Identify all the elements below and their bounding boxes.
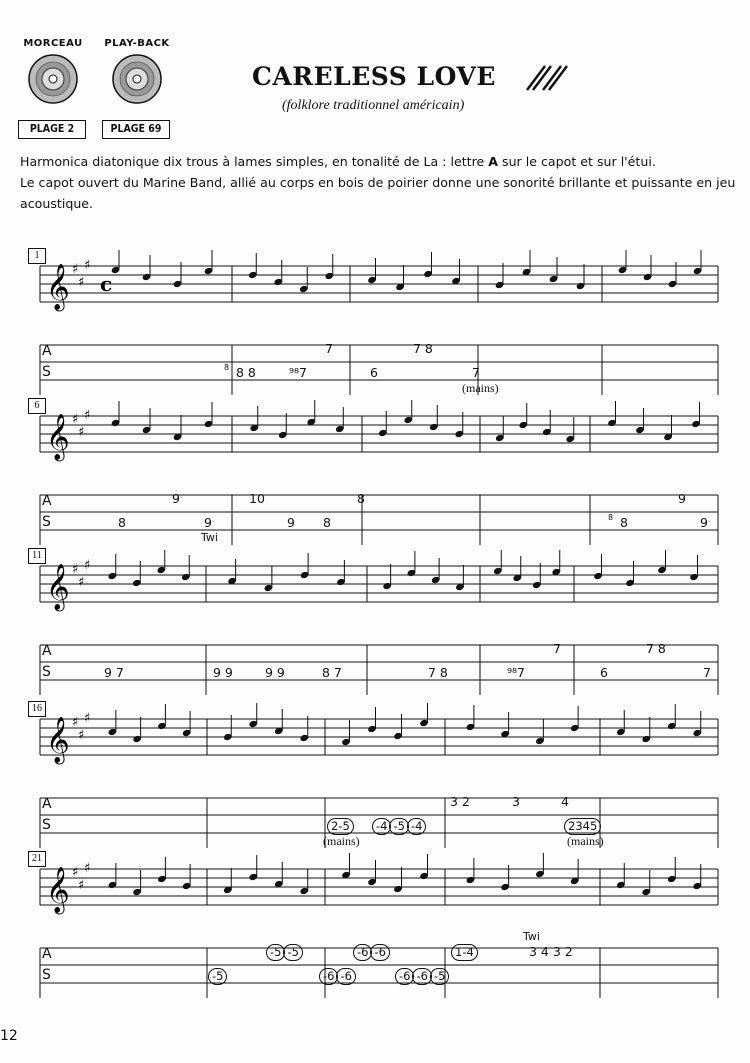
circled-hole-number: 1-4 bbox=[451, 944, 478, 961]
circled-hole-number: -6 bbox=[395, 968, 414, 985]
souffle-hole-number: 6 bbox=[370, 365, 378, 380]
souffle-hole-number: 7 bbox=[472, 365, 480, 380]
souffle-hole-number: ⁹⁸7 bbox=[289, 365, 307, 380]
double-slash-icon bbox=[523, 60, 573, 94]
souffle-hole-number: 8 8 8 bbox=[224, 363, 256, 380]
souffle-hole-number bbox=[320, 968, 355, 985]
souffle-hole-number: 8 8 bbox=[608, 513, 628, 530]
souffle-hole-number: 9 bbox=[700, 515, 708, 530]
circled-hole-number: -5 bbox=[389, 818, 408, 835]
souffle-hole-number: ⁹⁸7 bbox=[507, 665, 525, 680]
aspire-hole-number: 3 bbox=[512, 794, 520, 809]
measure-number: 1 bbox=[28, 248, 46, 264]
cd-icon bbox=[112, 54, 162, 104]
souffle-hole-number: 7 bbox=[703, 665, 711, 680]
common-time-icon: c bbox=[100, 272, 113, 296]
circled-hole-number: -5 bbox=[430, 968, 449, 985]
souffle-hole-number bbox=[328, 818, 353, 835]
morceau-badge-title: MORCEAU bbox=[23, 38, 83, 49]
sharp-icon: ♯ bbox=[84, 558, 91, 573]
playback-badge-title: PLAY-BACK bbox=[104, 38, 170, 49]
aspire-hole-number: 4 bbox=[561, 794, 569, 809]
souffle-hole-number: 9 9 bbox=[265, 665, 285, 680]
souffle-hole-number: 9 7 bbox=[104, 665, 124, 680]
music-system-11 bbox=[0, 550, 750, 695]
aspire-hole-number: 9 bbox=[678, 491, 686, 506]
circled-hole-number: 2-5 bbox=[327, 818, 354, 835]
aspire-hole-number: 3 4 3 2 bbox=[529, 944, 573, 959]
circled-hole-number: -4 bbox=[407, 818, 426, 835]
measure-number: 16 bbox=[28, 701, 46, 717]
aspire-hole-number: 10 bbox=[249, 491, 265, 506]
measure-number: 21 bbox=[28, 851, 46, 867]
circled-hole-number: -6 bbox=[336, 968, 355, 985]
intro-line-1-start: Harmonica diatonique dix trous à lames simples, en tonalité de La : lettre bbox=[20, 154, 489, 169]
souffle-hole-number bbox=[209, 968, 226, 985]
souffle-hole-number: 6 bbox=[600, 665, 608, 680]
aspire-hole-number: 7 8 bbox=[413, 341, 433, 356]
song-title: CARELESS LOVE bbox=[252, 62, 496, 91]
souffle-hole-number: 9 bbox=[204, 515, 212, 530]
staff-svg bbox=[0, 400, 750, 545]
sharp-icon: ♯ bbox=[78, 275, 85, 290]
page-number: 12 bbox=[0, 1028, 18, 1044]
souffle-hole-number bbox=[565, 818, 600, 835]
souffle-hole-number: 8 bbox=[323, 515, 331, 530]
sharp-icon: ♯ bbox=[72, 412, 79, 427]
measure-number: 6 bbox=[28, 398, 46, 414]
souffle-row-label: S bbox=[42, 514, 51, 530]
playback-track-label: PLAGE 69 bbox=[102, 120, 170, 139]
measure-number: 11 bbox=[28, 548, 46, 564]
sharp-icon: ♯ bbox=[72, 715, 79, 730]
treble-clef-icon: 𝄞 bbox=[46, 867, 70, 913]
intro-line-2: Le capot ouvert du Marine Band, allié au corps en bois de poirier donne une sonorité brillante et puissante en jeu acoustique. bbox=[20, 175, 736, 211]
circled-hole-number: 2345 bbox=[564, 818, 601, 835]
twi-annotation: Twi bbox=[523, 930, 540, 943]
souffle-hole-number bbox=[396, 968, 448, 985]
souffle-hole-number: 9 bbox=[287, 515, 295, 530]
circled-hole-number: -6 bbox=[353, 944, 372, 961]
circled-hole-number: -5 bbox=[283, 944, 302, 961]
souffle-hole-number: 8 7 bbox=[322, 665, 342, 680]
music-system-1 bbox=[0, 250, 750, 395]
music-system-6 bbox=[0, 400, 750, 545]
staff-svg bbox=[0, 853, 750, 998]
souffle-hole-number: 7 8 bbox=[428, 665, 448, 680]
circled-hole-number: -6 bbox=[370, 944, 389, 961]
souffle-row-label: S bbox=[42, 817, 51, 833]
circled-hole-number: -5 bbox=[266, 944, 285, 961]
aspire-hole-number: 3 2 bbox=[450, 794, 470, 809]
aspire-hole-number: 8 bbox=[357, 491, 365, 506]
sharp-icon: ♯ bbox=[72, 562, 79, 577]
aspire-row-label: A bbox=[42, 343, 52, 359]
souffle-row-label: S bbox=[42, 664, 51, 680]
souffle-hole-number: 8 bbox=[118, 515, 126, 530]
aspire-hole-number bbox=[267, 944, 302, 961]
sharp-icon: ♯ bbox=[78, 728, 85, 743]
sharp-icon: ♯ bbox=[84, 408, 91, 423]
key-letter: A bbox=[488, 154, 499, 169]
aspire-row-label: A bbox=[42, 493, 52, 509]
treble-clef-icon: 𝄞 bbox=[46, 264, 70, 310]
aspire-hole-number: 7 8 bbox=[646, 641, 666, 656]
circled-hole-number: -6 bbox=[319, 968, 338, 985]
treble-clef-icon: 𝄞 bbox=[46, 564, 70, 610]
aspire-hole-number: 7 bbox=[325, 341, 333, 356]
song-subtitle: (folklore traditionnel américain) bbox=[282, 98, 465, 113]
souffle-row-label: S bbox=[42, 364, 51, 380]
intro-line-1-end: sur le capot et sur l'étui. bbox=[498, 154, 656, 169]
grace-hole-number: 8 bbox=[224, 363, 230, 372]
mains-annotation: (mains) bbox=[462, 381, 499, 395]
cd-icon bbox=[28, 54, 78, 104]
treble-clef-icon: 𝄞 bbox=[46, 717, 70, 763]
intro-text bbox=[20, 151, 740, 214]
sharp-icon: ♯ bbox=[78, 878, 85, 893]
aspire-hole-number: 9 bbox=[172, 491, 180, 506]
aspire-hole-number bbox=[452, 944, 477, 961]
morceau-track-label: PLAGE 2 bbox=[18, 120, 86, 139]
aspire-hole-number: 7 bbox=[553, 641, 561, 656]
aspire-hole-number bbox=[354, 944, 389, 961]
sharp-icon: ♯ bbox=[72, 262, 79, 277]
mains-annotation: (mains) bbox=[323, 834, 360, 848]
twi-annotation: Twi bbox=[201, 531, 218, 544]
sharp-icon: ♯ bbox=[84, 258, 91, 273]
grace-hole-number: 8 bbox=[608, 513, 614, 522]
circled-hole-number: -6 bbox=[412, 968, 431, 985]
sharp-icon: ♯ bbox=[72, 865, 79, 880]
sharp-icon: ♯ bbox=[84, 711, 91, 726]
souffle-row-label: S bbox=[42, 967, 51, 983]
music-system-16 bbox=[0, 703, 750, 848]
treble-clef-icon: 𝄞 bbox=[46, 414, 70, 460]
aspire-row-label: A bbox=[42, 796, 52, 812]
mains-annotation: (mains) bbox=[567, 834, 604, 848]
souffle-hole-number bbox=[373, 818, 425, 835]
sharp-icon: ♯ bbox=[78, 575, 85, 590]
souffle-hole-number: 9 9 bbox=[213, 665, 233, 680]
sharp-icon: ♯ bbox=[84, 861, 91, 876]
aspire-row-label: A bbox=[42, 643, 52, 659]
circled-hole-number: -4 bbox=[372, 818, 391, 835]
music-system-21 bbox=[0, 853, 750, 998]
aspire-row-label: A bbox=[42, 946, 52, 962]
intro-line-1 bbox=[20, 151, 740, 172]
sharp-icon: ♯ bbox=[78, 425, 85, 440]
circled-hole-number: -5 bbox=[208, 968, 227, 985]
